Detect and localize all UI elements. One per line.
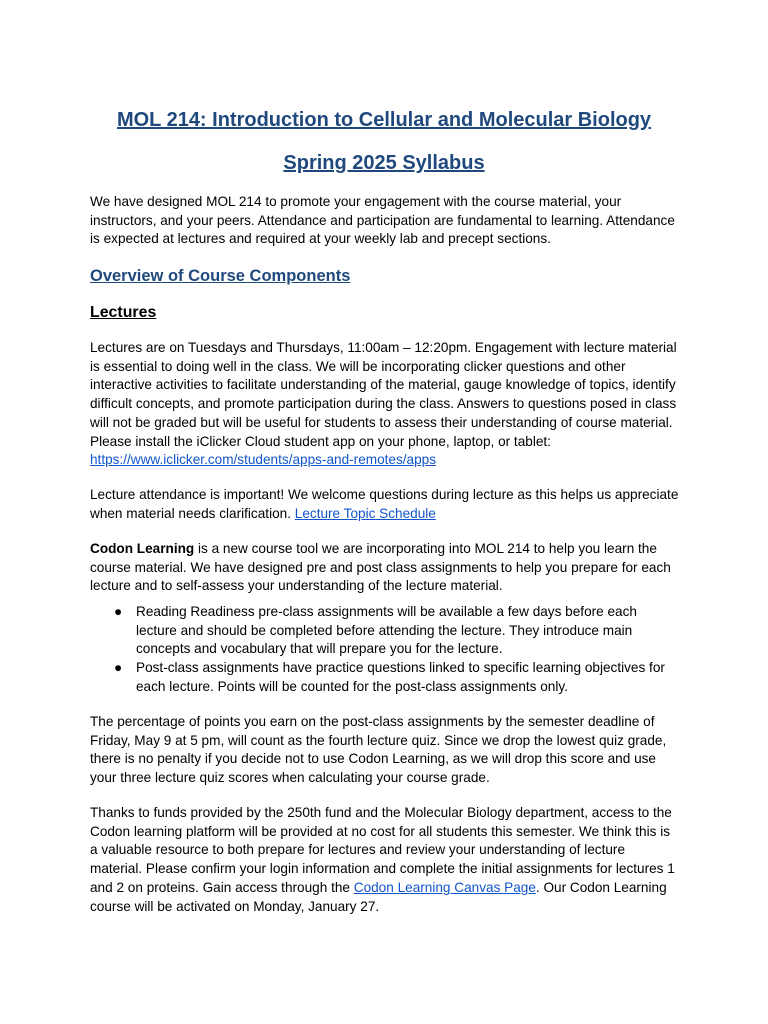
codon-text: is a new course tool we are incorporating into MOL 214 to help you learn the course material. We have designed pre and post class assignments to help you prepare for each lecture and to self-assess your understanding of the lecture material. <box>90 541 671 594</box>
codon-learning-label: Codon Learning <box>90 541 195 556</box>
list-item-text: Post-class assignments have practice questions linked to specific learning objectives for each lecture. Points will be counted for the post-class assignments only. <box>136 660 665 694</box>
page-subtitle: Spring 2025 Syllabus <box>283 152 485 174</box>
codon-bullet-list <box>90 603 680 697</box>
overview-heading: Overview of Course Components <box>90 267 351 285</box>
funds-text-after: . Our Codon Learning course will be activated on Monday, January 27. <box>90 879 667 914</box>
list-item <box>90 603 680 659</box>
percentage-paragraph: The percentage of points you earn on the post-class assignments by the semester deadline of Friday, May 9 at 5 pm, will count as the fourth lecture quiz. Since we drop the lowest quiz grade, there is no penalty if you decide not to use Codon Learning, as we will drop this score and use your three lecture quiz scores when calculating your course grade. <box>90 714 667 786</box>
funds-paragraph <box>90 804 680 916</box>
list-item <box>90 659 680 696</box>
codon-canvas-link[interactable]: Codon Learning Canvas Page <box>353 879 536 895</box>
lecture-schedule-link[interactable]: Lecture Topic Schedule <box>294 505 436 521</box>
lectures-text: Lectures are on Tuesdays and Thursdays, 11:00am – 12:20pm. Engagement with lecture material is essential to doing well in the class. We will be incorporating clicker questions and other interactive activities to facilitate understanding of the material, gauge knowledge of topics, identify difficult concepts, and promote participation during the class. Answers to questions posed in class will not be graded but will be useful for students to assess their understanding of course material. Please install the iClicker Cloud student app on your phone, laptop, or tablet: <box>90 340 677 449</box>
bullet-dot: ● <box>114 604 123 619</box>
lectures-paragraph <box>90 339 680 470</box>
lectures-heading: Lectures <box>90 304 157 321</box>
bullet-dot: ● <box>114 660 123 676</box>
list-item-text: Reading Readiness pre-class assignments will be available a few days before each lecture and should be completed before attending the lecture. They introduce main concepts and vocabulary that will prepare you for the lecture. <box>136 604 637 657</box>
attendance-text: Lecture attendance is important! We welcome questions during lecture as this helps us appreciate when material needs clarification. <box>90 487 679 521</box>
funds-text-before: Thanks to funds provided by the 250th fund and the Molecular Biology department, access to the Codon learning platform will be provided at no cost for all students this semester. We think this is a valuable resource to both prepare for lectures and review your understanding of lecture material. Please confirm your login information and complete the initial assignments for lectures 1 and 2 on proteins. Gain access through the <box>90 805 675 895</box>
page-title: MOL 214: Introduction to Cellular and Molecular Biology <box>116 109 652 131</box>
intro-paragraph: We have designed MOL 214 to promote your engagement with the course material, your instructors, and your peers. Attendance and participation are fundamental to learning. Attendance is expected at lectures and required at your weekly lab and precept sections. <box>90 194 675 247</box>
codon-paragraph <box>90 540 680 596</box>
iclicker-link[interactable]: https://www.iclicker.com/students/apps-and-remotes/apps <box>90 452 437 468</box>
attendance-paragraph <box>90 486 680 523</box>
